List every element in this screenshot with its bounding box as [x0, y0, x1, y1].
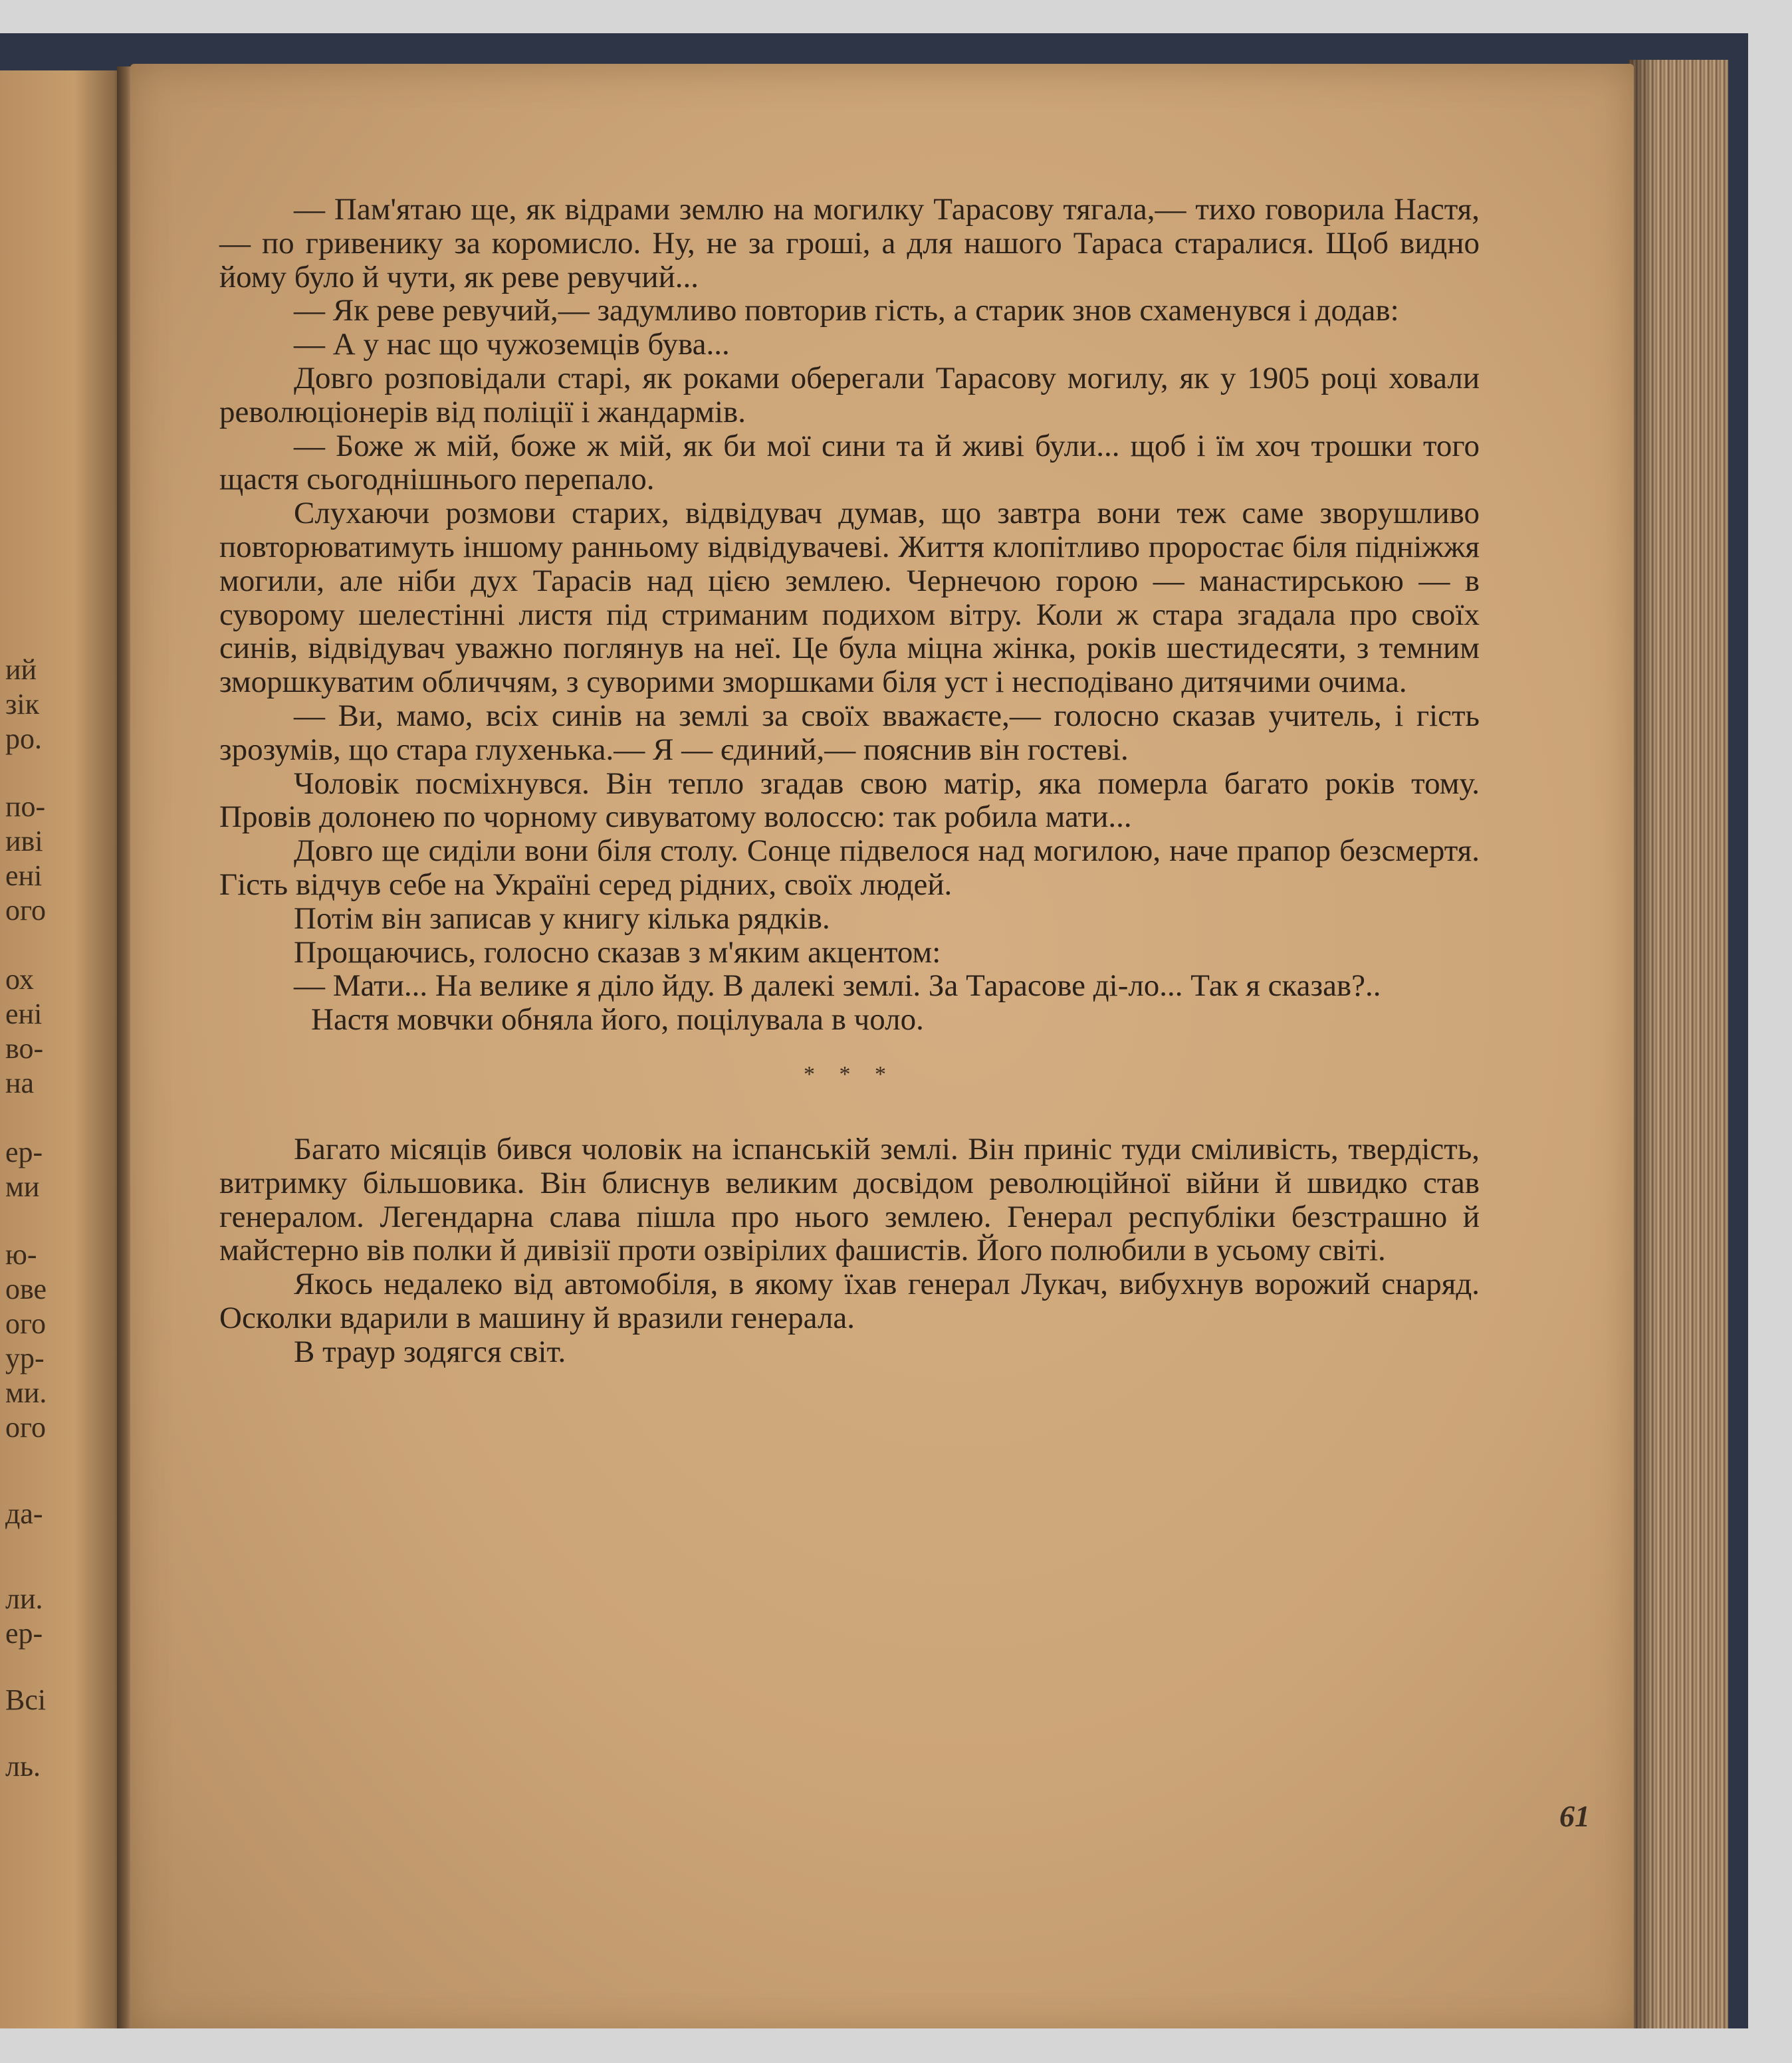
left-page-fragment: ур-: [5, 1342, 45, 1374]
paragraph: — Пам'ятаю ще, як відрами землю на могилку Тарасову тягала,— тихо говорила Настя,— по гривенику за коромисло. Ну, не за гроші, а для нашого Тараса старалися. Щоб видно йому було й чути, як реве ревучий...: [219, 192, 1480, 294]
left-page-fragment: во-: [5, 1032, 44, 1065]
left-page-fragment: ого: [5, 894, 46, 926]
left-page-fragment: Всі: [5, 1683, 47, 1716]
section-separator: * * *: [804, 1061, 895, 1087]
paragraph: Чоловік посміхнувся. Він тепло згадав свою матір, яка померла багато років тому. Провів долонею по чорному сивуватому волоссю: так робила мати...: [219, 766, 1480, 835]
paragraph: Слухаючи розмови старих, відвідувач думав, що завтра вони теж саме зворушливо повторюватимуть іншому ранньому відвідувачеві. Життя клопітливо проростає біля підніжжя могили, але ніби дух Тарасів над цією землею. Чернечою горою — манастирською — в суворому шелестінні листя під стриманим подихом вітру. Коли ж стара згадала про своїх синів, відвідувач уважно поглянув на неї. Це була міцна жінка, років шестидесяти, з темним зморшкуватим обличчям, з суворими зморшками біля уст і несподівано дитячими очима.: [219, 496, 1480, 700]
paragraph: Потім він записав у книгу кілька рядків.: [294, 901, 830, 936]
left-page-fragment: ми.: [5, 1376, 47, 1409]
paragraph: В траур зодягся світ.: [294, 1334, 566, 1369]
paragraph: Довго ще сиділи вони біля столу. Сонце підвелося над могилою, наче прапор безсмертя. Гість відчув себе на Україні серед рідних, своїх людей.: [219, 833, 1480, 902]
right-page: [130, 64, 1634, 2028]
left-page-fragment: ох: [5, 963, 34, 996]
book-scan: [0, 33, 1748, 2028]
left-page-fragment: по-: [5, 790, 46, 823]
left-page-fragment: ю-: [5, 1238, 37, 1271]
paragraph: — Боже ж мій, боже ж мій, як би мої сини та й живі були... щоб і їм хоч трошки того щастя сьогоднішнього перепало.: [219, 428, 1480, 497]
left-page-fragment: иві: [5, 825, 43, 857]
paragraph: — Ви, мамо, всіх синів на землі за своїх вважаєте,— голосно сказав учитель, і гість зрозумів, що стара глухенька.— Я — єдиний,— пояснив він гостеві.: [219, 698, 1480, 767]
left-page-fragment: ли.: [5, 1582, 43, 1615]
left-page-fragment: ль.: [5, 1750, 41, 1783]
left-page-fragment: ені: [5, 859, 43, 892]
left-page-fragment: ро.: [5, 722, 42, 755]
left-page-fragment: ий: [5, 653, 37, 686]
paragraph: Довго розповідали старі, як роками оберегали Тарасову могилу, як у 1905 році ховали революціонерів від поліції і жандармів.: [219, 360, 1480, 429]
left-page-fragment: на: [5, 1067, 35, 1099]
page-text: [219, 193, 1480, 1369]
paragraph: — А у нас що чужоземців бува...: [294, 327, 730, 362]
left-page: [0, 70, 124, 2028]
left-page-fragment: ер-: [5, 1136, 43, 1168]
left-page-fragment: зік: [5, 688, 39, 720]
paragraph: Якось недалеко від автомобіля, в якому їхав генерал Лукач, вибухнув ворожий снаряд. Осколки вдарили в машину й вразили генерала.: [219, 1267, 1480, 1335]
paragraph: — Як реве ревучий,— задумливо повторив гість, а старик знов схаменувся і додав:: [294, 293, 1399, 328]
left-page-fragment: ове: [5, 1273, 47, 1305]
left-page-fragment: ого: [5, 1411, 46, 1444]
left-page-fragment: ми: [5, 1170, 40, 1203]
paragraph: Багато місяців бився чоловік на іспанській землі. Він приніс туди сміливість, твердість, витримку більшовика. Він блиснув великим досвідом революційної війни й швидко став генералом. Легендарна слава пішла про нього землею. Генерал республіки безстрашно й майстерно вів полки й дивізії проти озвірілих фашистів. Його полюбили в усьому світі.: [219, 1131, 1480, 1268]
paragraph: Прощаючись, голосно сказав з м'яким акцентом:: [294, 934, 941, 970]
left-page-fragment: ер-: [5, 1617, 43, 1650]
left-page-fragment: да-: [5, 1497, 43, 1530]
left-page-fragment: ого: [5, 1307, 46, 1340]
page-number: 61: [1559, 1799, 1590, 1833]
left-page-fragment: ені: [5, 998, 43, 1030]
paragraph: Настя мовчки обняла його, поцілувала в чоло.: [311, 1002, 924, 1037]
paragraph: — Мати... На велике я діло йду. В далекі землі. За Тарасове ді-ло... Так я сказав?..: [294, 968, 1381, 1004]
